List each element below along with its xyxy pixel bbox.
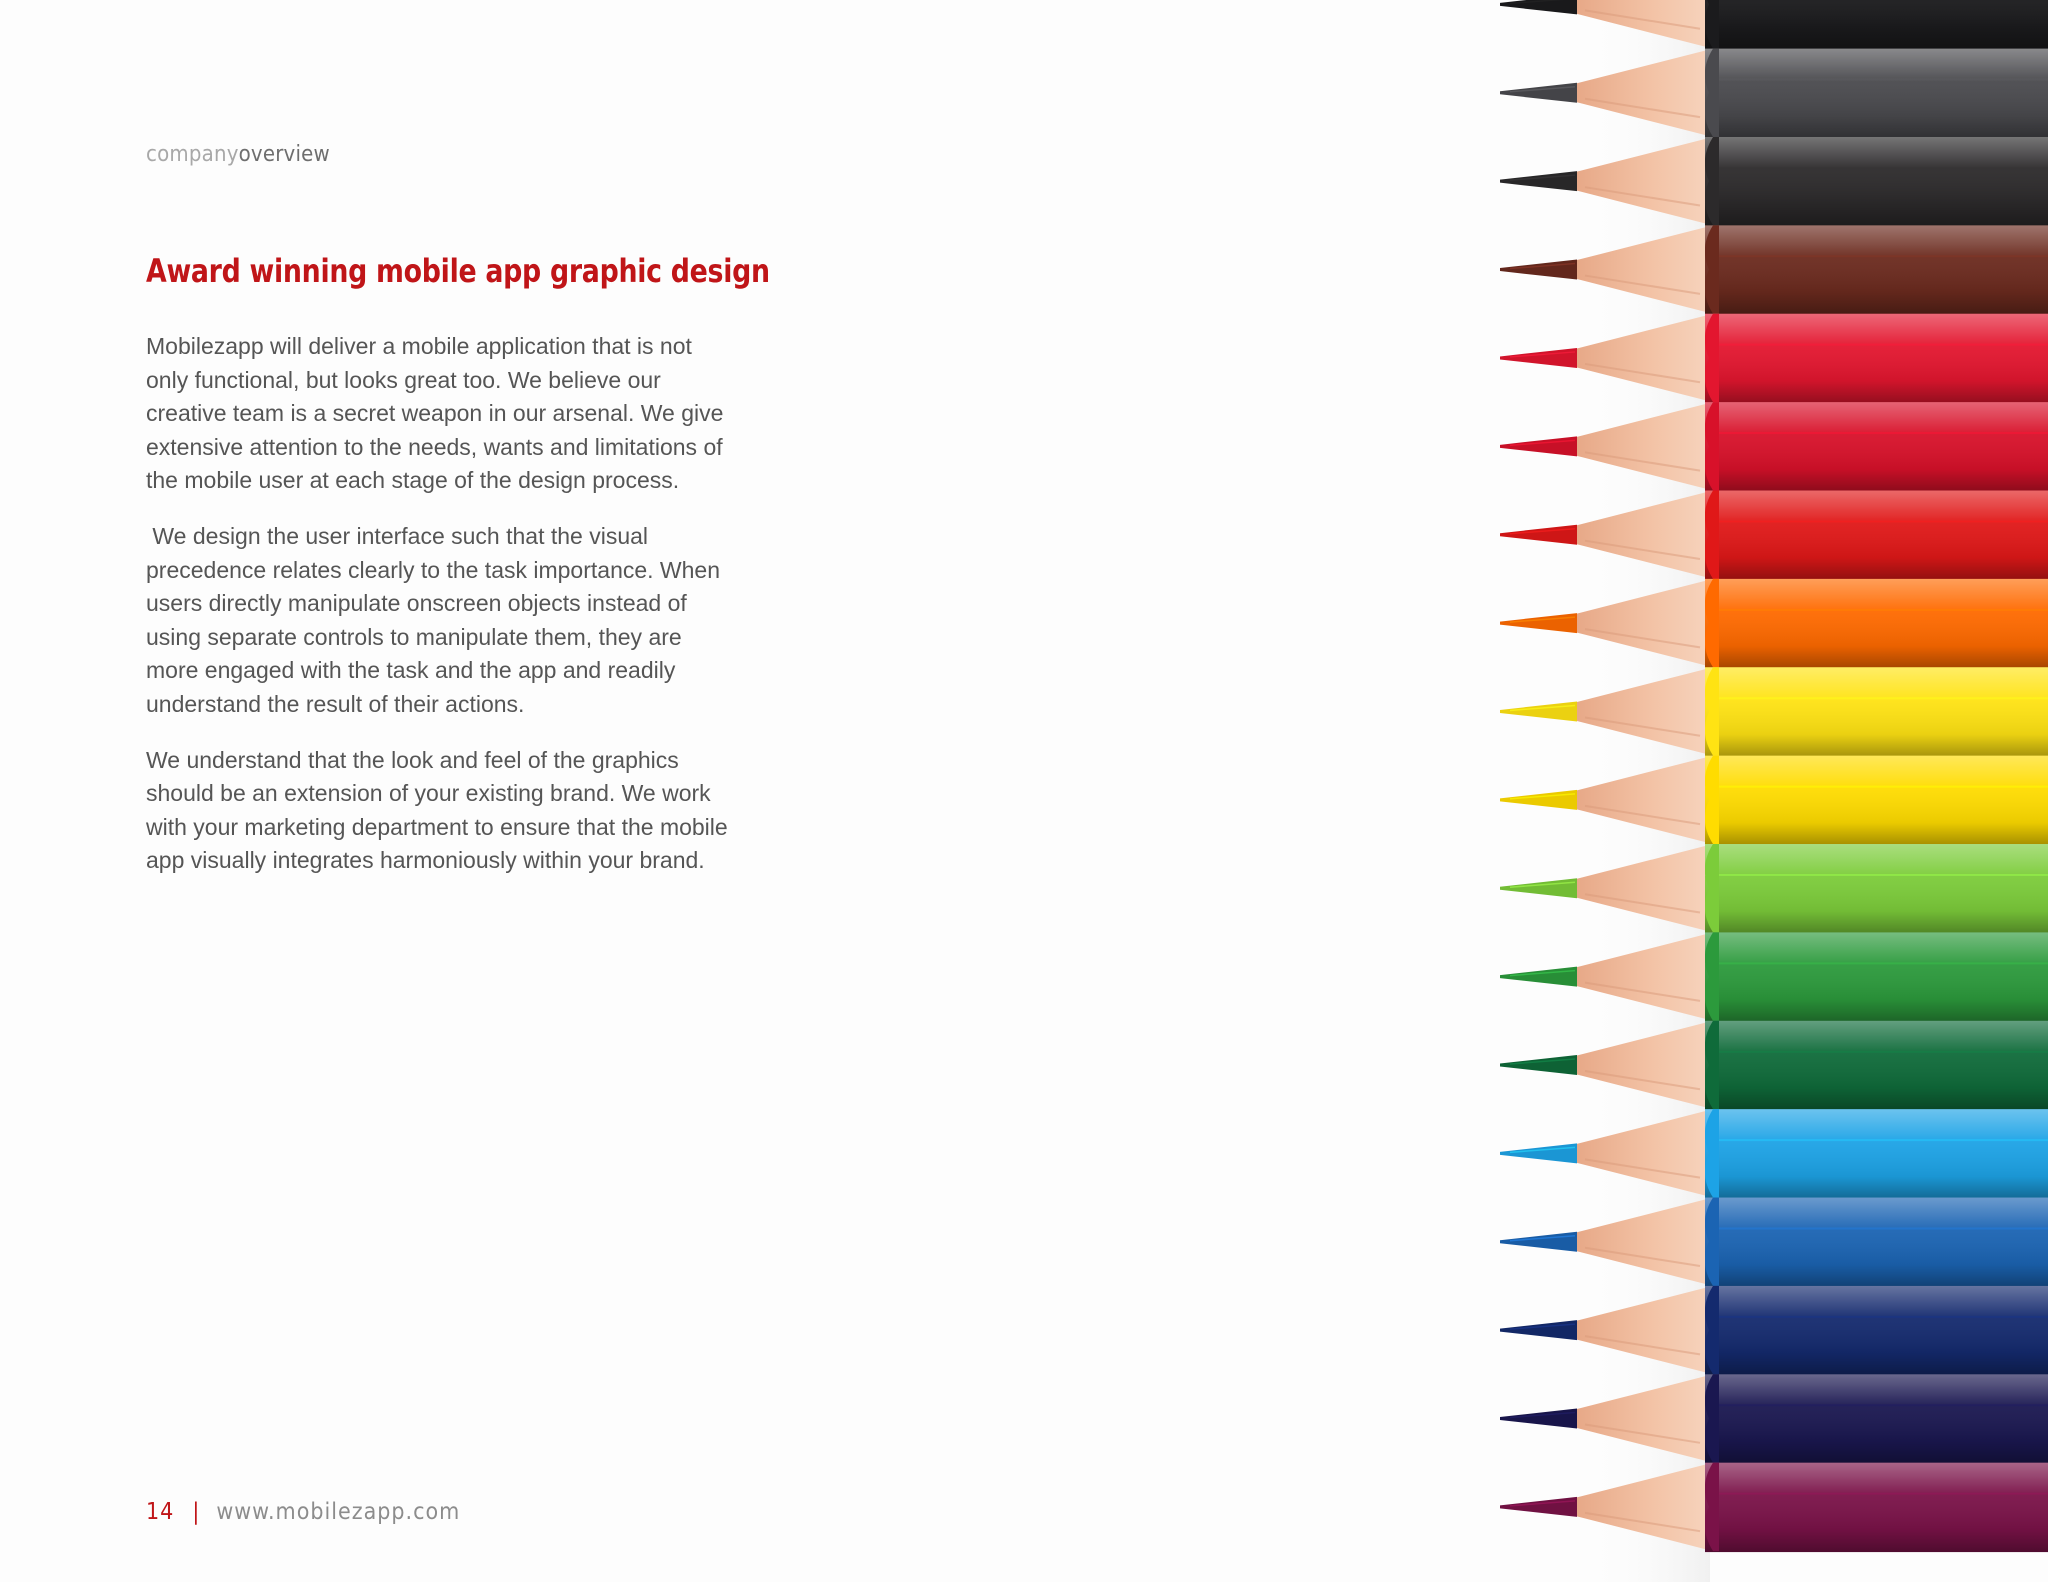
pencil-body-shine	[1705, 491, 2048, 580]
pencil-body-shine	[1705, 225, 2048, 314]
pencil-body-shine	[1705, 49, 2048, 138]
section-label-light: company	[146, 142, 239, 167]
pencil-body-shine	[1705, 402, 2048, 491]
footer	[146, 1499, 460, 1525]
pencil-body-shine	[1705, 1286, 2048, 1375]
pencil-body-shine	[1705, 0, 2048, 50]
pencil-body-shine	[1705, 932, 2048, 1021]
pencil-body-shine	[1705, 667, 2048, 756]
body-text	[146, 330, 736, 900]
paragraph-1: Mobilezapp will deliver a mobile application that is not only functional, but looks great too. We believe our creative team is a secret weapon in our arsenal. We give extensive attention to the needs, wants and limitations of the mobile user at each stage of the design process.	[146, 333, 724, 494]
paragraph-3: We understand that the look and feel of the graphics should be an extension of your existing brand. We work with your marketing department to ensure that the mobile app visually integrates harmoniously within your brand.	[146, 746, 728, 874]
pencil-body-shine	[1705, 1021, 2048, 1110]
website-url: www.mobilezapp.com	[216, 1499, 461, 1525]
pencil-body-shine	[1705, 1463, 2048, 1552]
pencil-body-shine	[1705, 1109, 2048, 1198]
page-number: 14	[146, 1499, 175, 1525]
page-title: Award winning mobile app graphic design	[146, 252, 770, 290]
pencil-body-shine	[1705, 314, 2048, 403]
pencil-body-shine	[1705, 1198, 2048, 1287]
colored-pencils-image	[1460, 0, 2048, 1582]
section-label-strong: overview	[238, 142, 330, 167]
section-label	[146, 142, 330, 167]
pencil-body-shine	[1705, 137, 2048, 226]
pencil-body-shine	[1705, 756, 2048, 845]
footer-separator: |	[192, 1499, 201, 1525]
pencil-body-shine	[1705, 844, 2048, 933]
paragraph-2: We design the user interface such that the visual precedence relates clearly to the task importance. When users directly manipulate onscreen objects instead of using separate controls to manipulate them, they are more engaged with the task and the app and readily understand the result of their actions.	[146, 522, 727, 717]
pencil-body-shine	[1705, 1374, 2048, 1463]
pencil-body-shine	[1705, 579, 2048, 668]
